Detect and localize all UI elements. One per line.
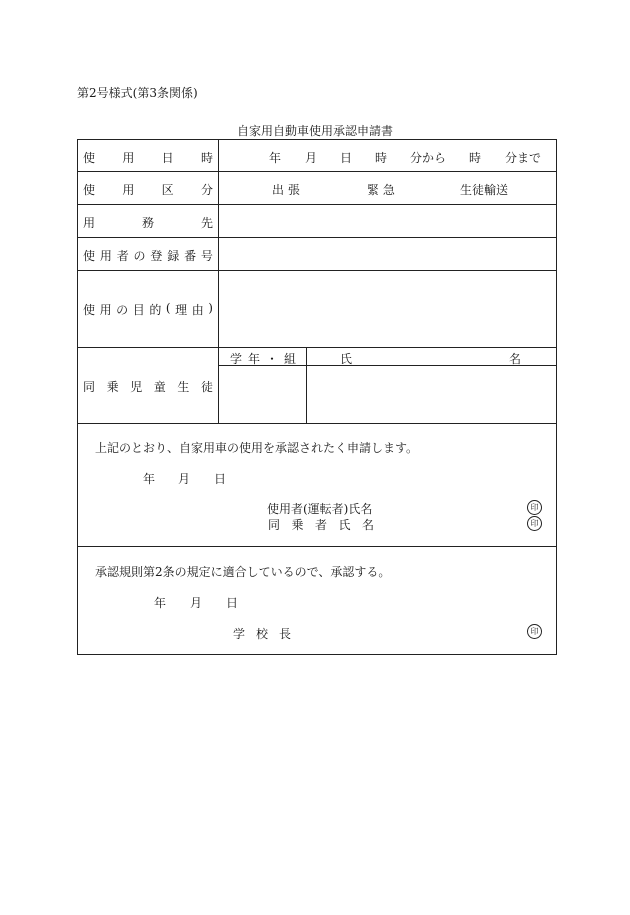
name-header: 氏 名 bbox=[340, 352, 521, 366]
hour-to-unit: 時 bbox=[469, 151, 482, 165]
registration-number-field[interactable] bbox=[219, 238, 556, 269]
option-emergency[interactable]: 緊 急 bbox=[367, 183, 395, 197]
label-registration-number: 使 用 者 の 登 録 番 号 bbox=[83, 249, 213, 263]
form-number: 第2号様式(第3条関係) bbox=[77, 86, 198, 100]
row-divider bbox=[77, 347, 557, 348]
driver-name-label: 使用者(運転者)氏名 bbox=[267, 502, 373, 516]
application-date-month: 月 bbox=[178, 472, 191, 486]
form-title: 自家用自動車使用承認申請書 bbox=[236, 124, 393, 138]
approval-date-day: 日 bbox=[226, 596, 239, 610]
hour-unit: 時 bbox=[375, 151, 388, 165]
approval-statement: 承認規則第2条の規定に適合しているので、承認する。 bbox=[95, 565, 391, 579]
label-usage-datetime: 使 用 日 時 bbox=[83, 151, 213, 165]
day-unit: 日 bbox=[340, 151, 353, 165]
application-statement: 上記のとおり、自家用車の使用を承認されたく申請します。 bbox=[95, 441, 419, 455]
label-passenger-students: 同 乗 児 童 生 徒 bbox=[83, 380, 213, 394]
year-unit: 年 bbox=[269, 151, 282, 165]
principal-seal-icon: 印 bbox=[527, 624, 542, 639]
driver-seal-icon: 印 bbox=[527, 500, 542, 515]
label-destination: 用 務 先 bbox=[83, 216, 213, 230]
minute-from-unit: 分から bbox=[410, 151, 447, 165]
option-student-transport[interactable]: 生徒輸送 bbox=[460, 183, 509, 197]
purpose-field[interactable] bbox=[219, 271, 556, 346]
section-divider bbox=[77, 546, 557, 547]
month-unit: 月 bbox=[305, 151, 318, 165]
option-business-trip[interactable]: 出 張 bbox=[272, 183, 300, 197]
passenger-seal-icon: 印 bbox=[527, 516, 542, 531]
passenger-name-label: 同 乗 者 氏 名 bbox=[268, 518, 374, 532]
passenger-name-field[interactable] bbox=[307, 366, 556, 422]
destination-field[interactable] bbox=[219, 205, 556, 236]
minute-to-unit: 分まで bbox=[505, 151, 542, 165]
grade-class-header: 学 年 ・ 組 bbox=[230, 352, 296, 366]
principal-label: 学 校 長 bbox=[233, 627, 291, 641]
row-divider bbox=[77, 423, 557, 424]
approval-date-year: 年 bbox=[154, 596, 167, 610]
application-date-year: 年 bbox=[143, 472, 156, 486]
label-usage-category: 使 用 区 分 bbox=[83, 183, 213, 197]
label-purpose: 使 用 の 目 的 ( 理 由 ) bbox=[83, 301, 213, 317]
grade-class-field[interactable] bbox=[219, 366, 305, 422]
application-date-day: 日 bbox=[214, 472, 227, 486]
row-divider bbox=[77, 171, 557, 172]
approval-date-month: 月 bbox=[190, 596, 203, 610]
